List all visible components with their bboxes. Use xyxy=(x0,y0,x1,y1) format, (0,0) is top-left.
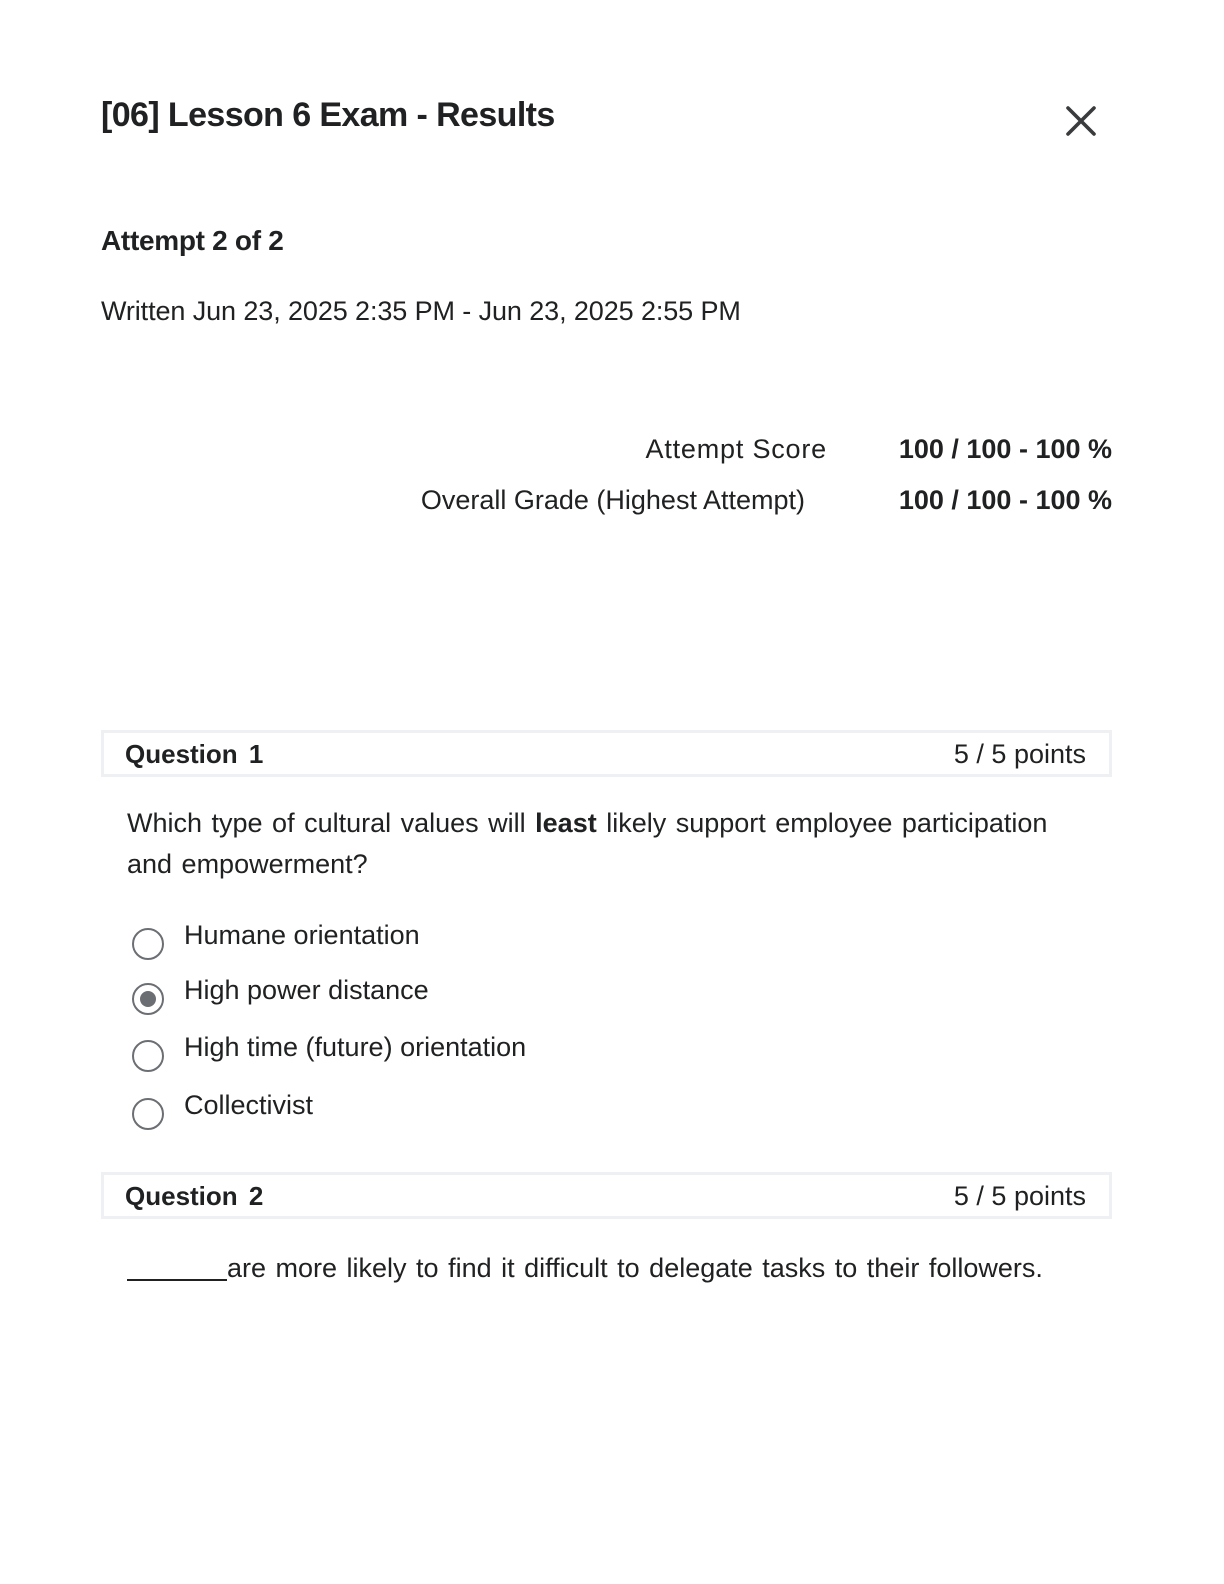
attempt-label: Attempt 2 of 2 xyxy=(101,225,284,256)
fill-in-blank xyxy=(127,1253,227,1281)
radio-button-selected[interactable] xyxy=(132,983,164,1015)
radio-button[interactable] xyxy=(132,1040,164,1072)
close-button[interactable] xyxy=(1060,100,1102,142)
question-1-text-bold: least xyxy=(535,808,597,838)
attempt-score-label: Attempt Score xyxy=(645,434,827,464)
question-2-text xyxy=(127,1248,1107,1289)
page-title: [06] Lesson 6 Exam - Results xyxy=(101,96,555,134)
question-2-text-body: are more likely to find it difficult to delegate tasks to their followers. xyxy=(227,1253,1043,1283)
overall-grade-value: 100 / 100 - 100 % xyxy=(898,485,1112,515)
question-1-text-before: Which type of cultural values will xyxy=(127,808,536,838)
attempt-score-value: 100 / 100 - 100 % xyxy=(898,434,1112,464)
question-1-title: Question 1 xyxy=(125,739,264,769)
close-icon xyxy=(1060,100,1102,142)
option-label: High power distance xyxy=(184,975,429,1005)
question-2-header xyxy=(101,1172,1112,1219)
question-1-text-after: likely support employee participation and empowerment? xyxy=(127,808,1048,879)
option-label: High time (future) orientation xyxy=(184,1032,527,1062)
option-label: Collectivist xyxy=(184,1090,314,1120)
question-1-header xyxy=(101,730,1112,777)
attempt-written-date: Written Jun 23, 2025 2:35 PM - Jun 23, 2025 2:55 PM xyxy=(101,296,741,326)
radio-button[interactable] xyxy=(132,928,164,960)
overall-grade-label: Overall Grade (Highest Attempt) xyxy=(420,485,805,515)
radio-button[interactable] xyxy=(132,1098,164,1130)
attempt-score-row xyxy=(300,434,1112,474)
question-2-title: Question 2 xyxy=(125,1181,264,1211)
question-1-text xyxy=(127,803,1087,885)
question-1-points: 5 / 5 points xyxy=(953,739,1086,769)
overall-grade-row xyxy=(300,485,1112,525)
question-2-points: 5 / 5 points xyxy=(953,1181,1086,1211)
option-label: Humane orientation xyxy=(184,920,420,950)
